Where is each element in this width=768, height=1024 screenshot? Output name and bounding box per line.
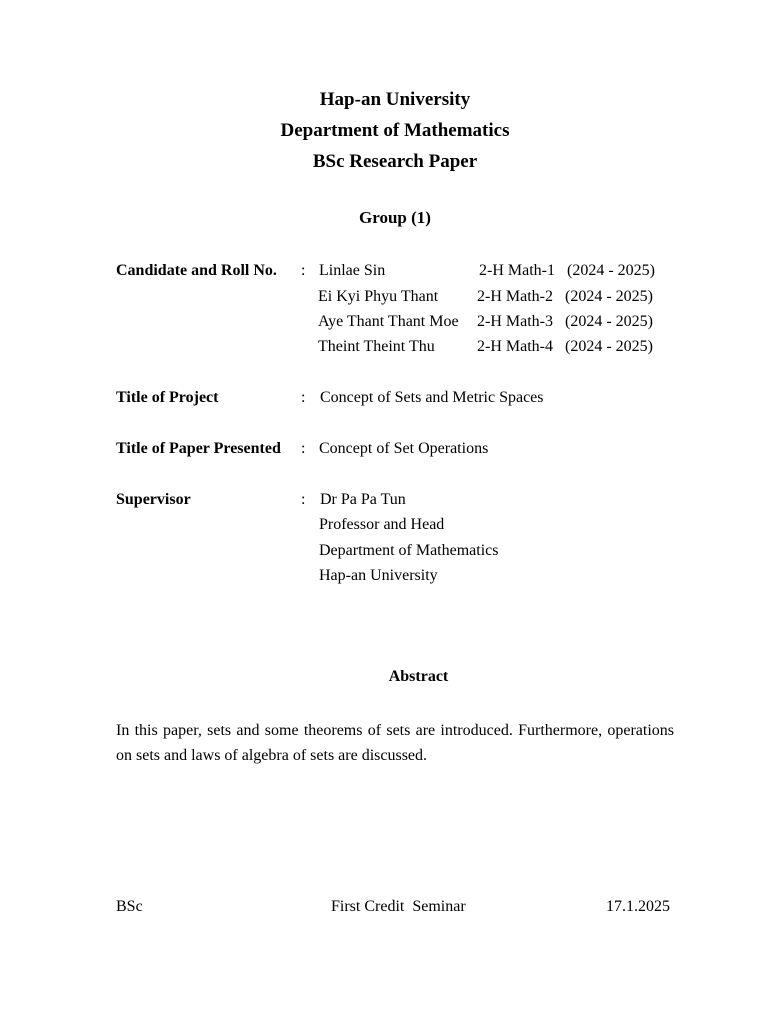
- candidate-name: Aye Thant Thant Moe: [318, 313, 459, 330]
- footer-left: BSc: [116, 898, 143, 915]
- footer-date: 17.1.2025: [606, 898, 670, 915]
- paper-colon: :: [301, 440, 306, 457]
- candidate-name: Ei Kyi Phyu Thant: [318, 288, 439, 305]
- project-colon: :: [301, 389, 306, 406]
- supervisor-name: Dr Pa Pa Tun: [320, 491, 406, 508]
- candidate-years: (2024 - 2025): [565, 338, 653, 355]
- abstract-text: In this paper, sets and some theorems of sets are introduced. Furthermore, operations on sets and laws of algebra of sets are discussed.: [116, 722, 674, 764]
- candidate-roll: 2-H Math-4: [477, 338, 553, 355]
- footer-center: First Credit Seminar: [331, 898, 466, 915]
- candidate-roll: 2-H Math-3: [477, 313, 553, 330]
- abstract-heading: Abstract: [388, 668, 449, 685]
- candidate-name: Linlae Sin: [319, 262, 386, 279]
- candidate-years: (2024 - 2025): [565, 288, 653, 305]
- group-label: Group (1): [359, 208, 431, 227]
- supervisor-colon: :: [301, 491, 306, 508]
- candidate-roll: 2-H Math-2: [477, 288, 553, 305]
- supervisor-university: Hap-an University: [319, 567, 438, 584]
- paper-type-title: BSc Research Paper: [312, 151, 478, 172]
- university-title: Hap-an University: [319, 89, 471, 110]
- candidate-roll: 2-H Math-1: [479, 262, 555, 279]
- candidate-years: (2024 - 2025): [567, 262, 655, 279]
- paper-label: Title of Paper Presented: [116, 440, 281, 457]
- paper-value: Concept of Set Operations: [319, 440, 489, 457]
- supervisor-label: Supervisor: [116, 491, 191, 508]
- supervisor-department: Department of Mathematics: [319, 542, 499, 559]
- department-title: Department of Mathematics: [280, 120, 510, 141]
- candidate-label: Candidate and Roll No.: [116, 262, 277, 279]
- candidate-years: (2024 - 2025): [565, 313, 653, 330]
- supervisor-position: Professor and Head: [319, 516, 445, 533]
- project-label: Title of Project: [116, 389, 219, 406]
- candidate-name: Theint Theint Thu: [318, 338, 435, 355]
- project-value: Concept of Sets and Metric Spaces: [320, 389, 544, 406]
- candidate-colon: :: [301, 262, 306, 279]
